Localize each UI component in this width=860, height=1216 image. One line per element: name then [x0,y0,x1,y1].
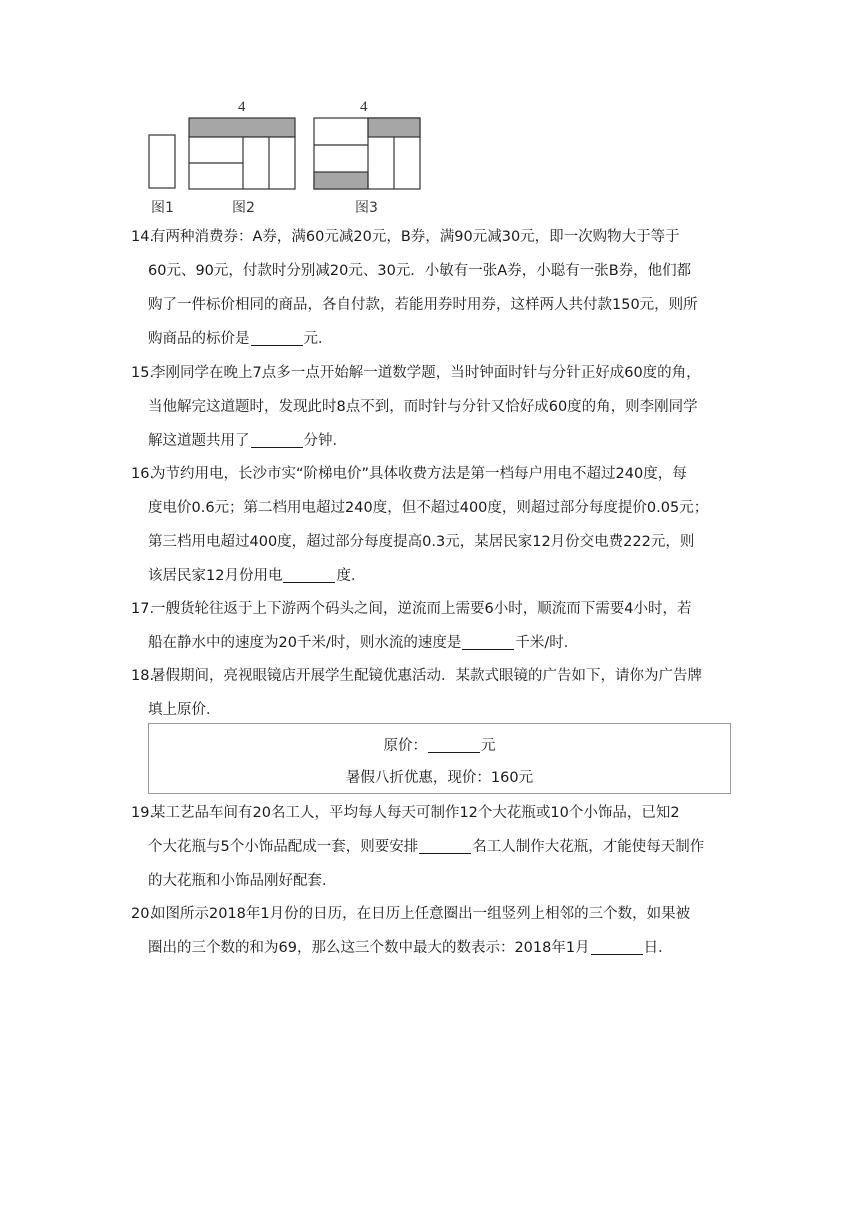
question-19 [131,796,731,898]
original-price-row [149,734,730,755]
answer-blank[interactable] [283,581,335,583]
answer-blank[interactable] [419,852,471,854]
answer-blank[interactable] [428,751,480,753]
question-text: 日． [643,940,673,956]
question-line: 暑假期间，亮视眼镜店开展学生配镜优惠活动．某款式眼镜的广告如下，请你为广告牌 [151,668,702,684]
question-text: 船在静水中的速度为20千米/时，则水流的速度是 [148,635,462,651]
question-15 [131,356,731,458]
question-text: 千米/时． [515,635,579,651]
original-price-label: 原价： [383,738,427,754]
question-line [131,626,731,660]
question-number: 19. [131,805,155,821]
question-line: 如图所示2018年1月份的日历，在日历上任意圈出一组竖列上相邻的三个数，如果被 [151,906,691,922]
answer-blank[interactable] [251,446,303,448]
question-text: 圈出的三个数的和为69，那么这三个数中最大的数表示：2018年1月 [148,940,590,956]
question-line [131,559,731,593]
answer-blank[interactable] [462,648,514,650]
question-text: 该居民家12月份用电 [148,568,283,584]
answer-blank[interactable] [591,953,643,955]
question-16 [131,457,731,593]
question-line: 第三档用电超过400度，超过部分每度提高0.3元，某居民家12月份交电费222元，则 [148,534,695,550]
question-18 [131,659,731,727]
question-number: 14. [131,229,155,245]
question-number: 16. [131,466,155,482]
question-number: 20. [131,906,155,922]
original-price-unit: 元 [481,738,496,754]
figure-3 [313,117,423,192]
question-14 [131,220,731,356]
question-line: 一艘货轮往返于上下游两个码头之间，逆流而上需要6小时，顺流而下需要4小时，若 [151,601,692,617]
question-line [131,830,731,864]
question-line: 购了一件标价相同的商品，各自付款，若能用券时用券，这样两人共付款150元，则所 [148,297,698,313]
question-line: 的大花瓶和小饰品刚好配套． [148,873,337,889]
question-text: 名工人制作大花瓶，才能使每天制作 [472,839,705,855]
question-20 [131,897,731,965]
advertisement-board [148,723,731,794]
question-line: 填上原价． [148,702,221,718]
question-line: 60元、90元，付款时分别减20元、30元．小敏有一张A券，小聪有一张B券，他们都 [148,263,692,279]
figure-3-width-label: 4 [360,99,368,115]
question-text: 解这道题共用了 [148,433,250,449]
question-line: 当他解完这道题时，发现此时8点不到，而时针与分针又恰好成60度的角，则李刚同学 [148,399,698,415]
question-number: 17. [131,601,155,617]
question-number: 18. [131,668,155,684]
figure-2-width-label: 4 [238,99,246,115]
question-17 [131,592,731,660]
question-line: 为节约用电，长沙市实“阶梯电价”具体收费方法是第一档每户用电不超过240度，每 [151,466,687,482]
question-text: 个大花瓶与5个小饰品配成一套，则要安排 [148,839,419,855]
question-text: 分钟． [303,433,347,449]
figure-1-caption: 图1 [151,200,174,216]
figure-2-drawing [188,117,298,192]
question-text: 购商品的标价是 [148,331,250,347]
question-text: 度． [336,568,366,584]
question-number: 15. [131,365,155,381]
question-line: 有两种消费券：A券，满60元减20元，B券，满90元减30元，即一次购物大于等于 [151,229,680,245]
question-line: 度电价0.6元；第二档用电超过240度，但不超过400度，则超过部分每度提价0.05元； [148,500,709,516]
figure-2 [188,117,298,192]
question-line [131,424,731,458]
figure-2-caption: 图2 [232,200,255,216]
question-line [131,931,731,965]
figure-1 [148,134,178,190]
figure-1-rectangle [148,134,178,190]
figure-3-caption: 图3 [355,200,378,216]
question-line: 某工艺品车间有20名工人，平均每人每天可制作12个大花瓶或10个小饰品，已知2 [151,805,680,821]
question-line: 李刚同学在晚上7点多一点开始解一道数学题，当时钟面时针与分针正好成60度的角， [151,365,701,381]
discount-row: 暑假八折优惠，现价：160元 [345,770,534,786]
question-line [131,322,731,356]
answer-blank[interactable] [251,344,303,346]
question-text: 元． [303,331,333,347]
figure-3-drawing [313,117,423,192]
